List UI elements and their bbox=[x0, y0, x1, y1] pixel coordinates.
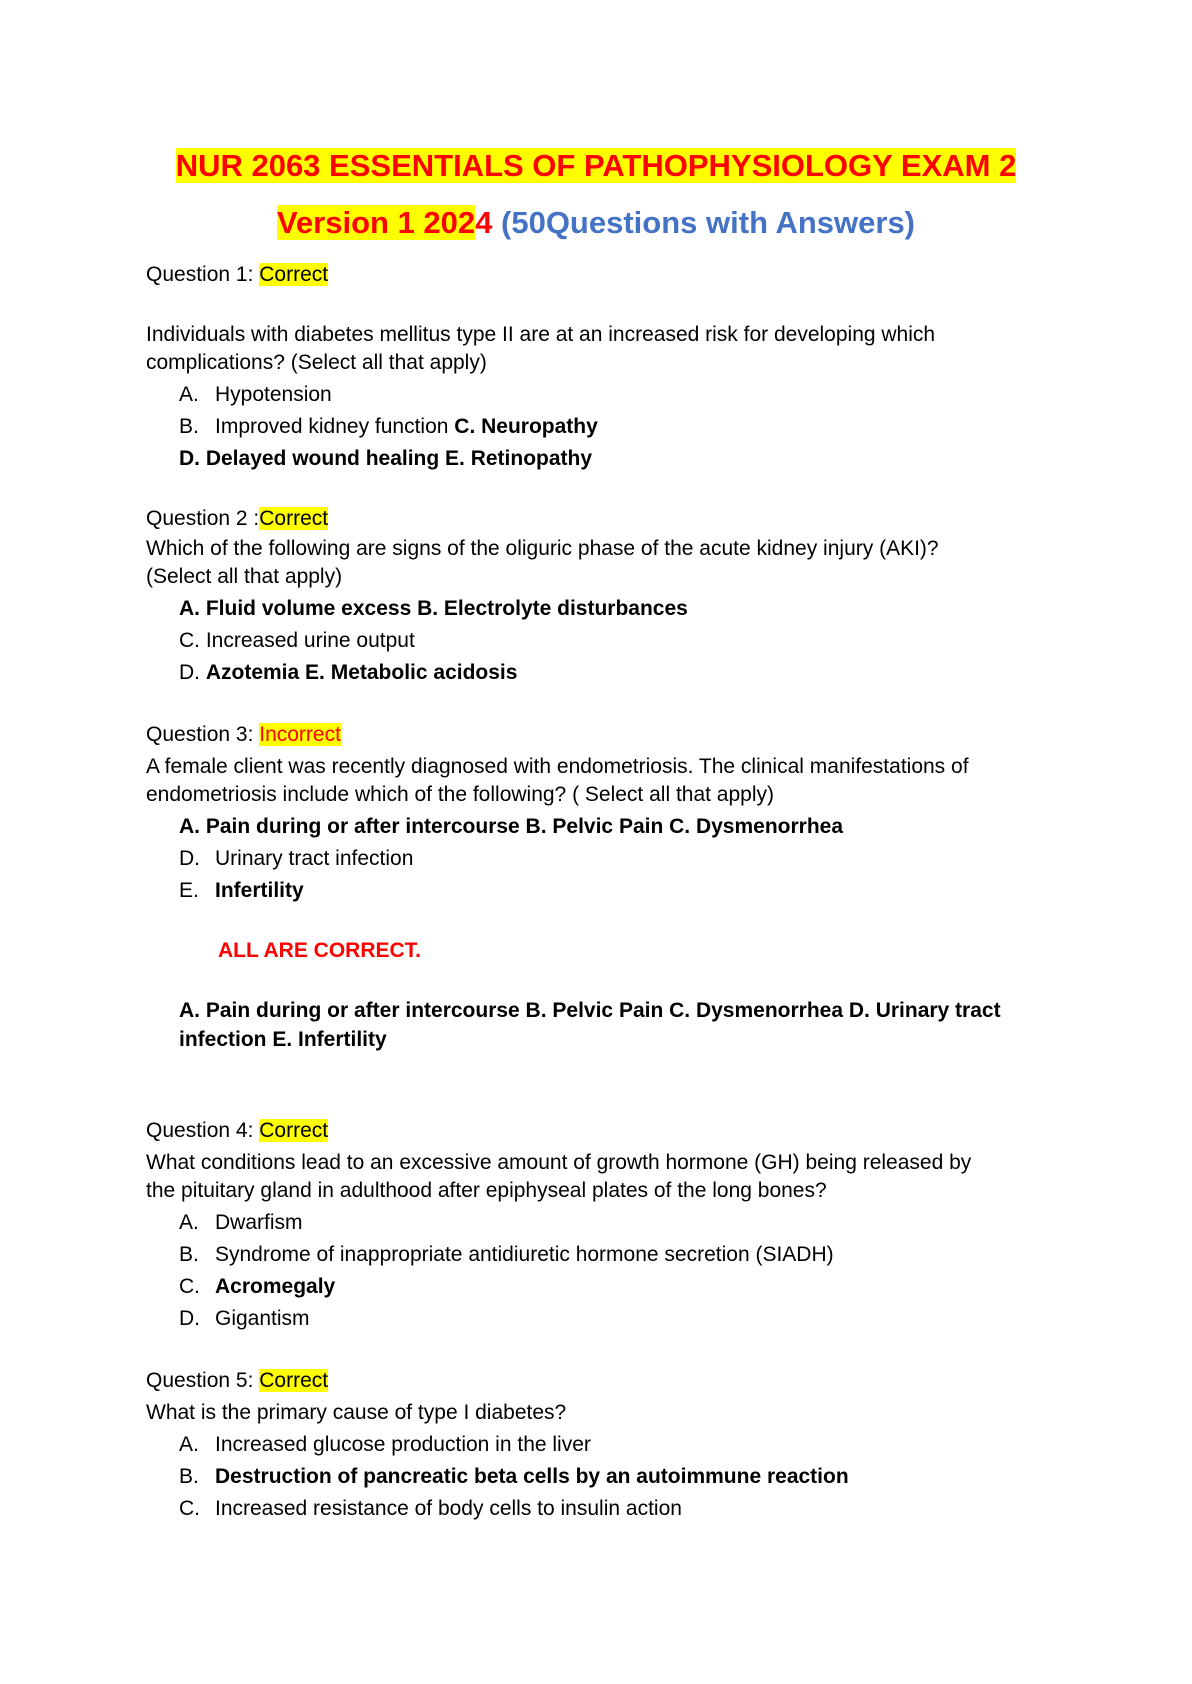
document-subtitle bbox=[0, 203, 1192, 243]
option-text: Syndrome of inappropriate antidiuretic hormone secretion (SIADH) bbox=[215, 1243, 834, 1266]
option-letter: A. bbox=[179, 1433, 199, 1456]
question-4-text-line-1: What conditions lead to an excessive amount of growth hormone (GH) being released by bbox=[146, 1151, 972, 1174]
question-4-option-d bbox=[179, 1305, 310, 1333]
question-4-header bbox=[146, 1117, 328, 1145]
question-1-text-line-1: Individuals with diabetes mellitus type II are at an increased risk for developing which bbox=[146, 323, 936, 346]
option-letter: E. bbox=[179, 879, 199, 902]
question-5-text-line-1: What is the primary cause of type I diabetes? bbox=[146, 1401, 567, 1424]
question-2-text-line-2: (Select all that apply) bbox=[146, 565, 343, 588]
question-2-option-d-e bbox=[179, 659, 517, 687]
question-label: Question 2 : bbox=[146, 507, 260, 530]
option-letter: B. bbox=[179, 1465, 199, 1488]
question-2-header bbox=[146, 505, 328, 533]
question-2-option-a-b: A. Fluid volume excess B. Electrolyte disturbances bbox=[179, 597, 688, 620]
question-4-option-a bbox=[179, 1209, 303, 1237]
option-text: Gigantism bbox=[215, 1307, 310, 1330]
document-title bbox=[0, 146, 1192, 186]
question-3-answer-line-2: infection E. Infertility bbox=[179, 1028, 387, 1051]
option-text-correct: Destruction of pancreatic beta cells by an autoimmune reaction bbox=[215, 1465, 849, 1488]
option-text: Hypotension bbox=[215, 383, 332, 406]
question-5-header bbox=[146, 1367, 328, 1395]
option-letter: D. bbox=[179, 847, 200, 870]
question-5-option-a bbox=[179, 1431, 591, 1459]
status-badge: Correct bbox=[259, 1369, 329, 1392]
option-letter: A. bbox=[179, 1211, 199, 1234]
status-badge: Correct bbox=[259, 507, 329, 530]
option-letter: D. bbox=[179, 1307, 200, 1330]
option-text: Urinary tract infection bbox=[215, 847, 414, 870]
option-letter: C. bbox=[179, 1497, 200, 1520]
question-1-text-line-2: complications? (Select all that apply) bbox=[146, 351, 487, 374]
question-5-option-b bbox=[179, 1463, 849, 1491]
question-3-header bbox=[146, 721, 341, 749]
question-label: Question 5: bbox=[146, 1369, 260, 1392]
question-3-option-a-b-c: A. Pain during or after intercourse B. Pelvic Pain C. Dysmenorrhea bbox=[179, 815, 844, 838]
question-1-option-d-e: D. Delayed wound healing E. Retinopathy bbox=[179, 447, 593, 470]
question-3-answer-line-1: A. Pain during or after intercourse B. Pelvic Pain C. Dysmenorrhea D. Urinary tract bbox=[179, 999, 1001, 1022]
question-3-option-e bbox=[179, 877, 304, 905]
question-4-option-c bbox=[179, 1273, 335, 1301]
version-year-digit: 4 bbox=[475, 205, 493, 240]
option-text-correct: C. Neuropathy bbox=[454, 415, 598, 438]
option-letter: B. bbox=[179, 1243, 199, 1266]
question-4-option-b bbox=[179, 1241, 834, 1269]
question-label: Question 4: bbox=[146, 1119, 260, 1142]
question-count-text: (50Questions with Answers) bbox=[492, 205, 916, 240]
option-text: Increased glucose production in the liver bbox=[215, 1433, 591, 1456]
question-2-option-c: C. Increased urine output bbox=[179, 629, 415, 652]
status-badge: Correct bbox=[259, 1119, 329, 1142]
status-badge: Incorrect bbox=[259, 723, 341, 746]
option-text: Improved kidney function bbox=[215, 415, 455, 438]
question-3-text-line-2: endometriosis include which of the following? ( Select all that apply) bbox=[146, 783, 775, 806]
option-text-correct: Infertility bbox=[215, 879, 304, 902]
question-2-text-line-1: Which of the following are signs of the oliguric phase of the acute kidney injury (AKI)? bbox=[146, 537, 939, 560]
question-5-option-c bbox=[179, 1495, 682, 1523]
option-letter: B. bbox=[179, 415, 199, 438]
question-3-text-line-1: A female client was recently diagnosed with endometriosis. The clinical manifestations of bbox=[146, 755, 969, 778]
version-text: Version 1 202 bbox=[276, 205, 476, 240]
question-1-option-b-c bbox=[179, 413, 598, 441]
question-1-option-a bbox=[179, 381, 332, 409]
question-label: Question 3: bbox=[146, 723, 260, 746]
question-3-option-d bbox=[179, 845, 413, 873]
question-label: Question 1: bbox=[146, 263, 260, 286]
option-letter: A. bbox=[179, 383, 199, 406]
question-4-text-line-2: the pituitary gland in adulthood after epiphyseal plates of the long bones? bbox=[146, 1179, 827, 1202]
option-letter: D. bbox=[179, 661, 206, 684]
status-badge: Correct bbox=[259, 263, 329, 286]
option-letter: C. bbox=[179, 1275, 200, 1298]
option-text-correct: Acromegaly bbox=[215, 1275, 336, 1298]
question-3-note: ALL ARE CORRECT. bbox=[218, 939, 422, 962]
question-1-header bbox=[146, 261, 328, 289]
option-text: Dwarfism bbox=[215, 1211, 303, 1234]
document-title-text: NUR 2063 ESSENTIALS OF PATHOPHYSIOLOGY EXAM 2 bbox=[175, 148, 1017, 183]
option-text-correct: Azotemia E. Metabolic acidosis bbox=[205, 661, 518, 684]
option-text: Increased resistance of body cells to insulin action bbox=[215, 1497, 682, 1520]
